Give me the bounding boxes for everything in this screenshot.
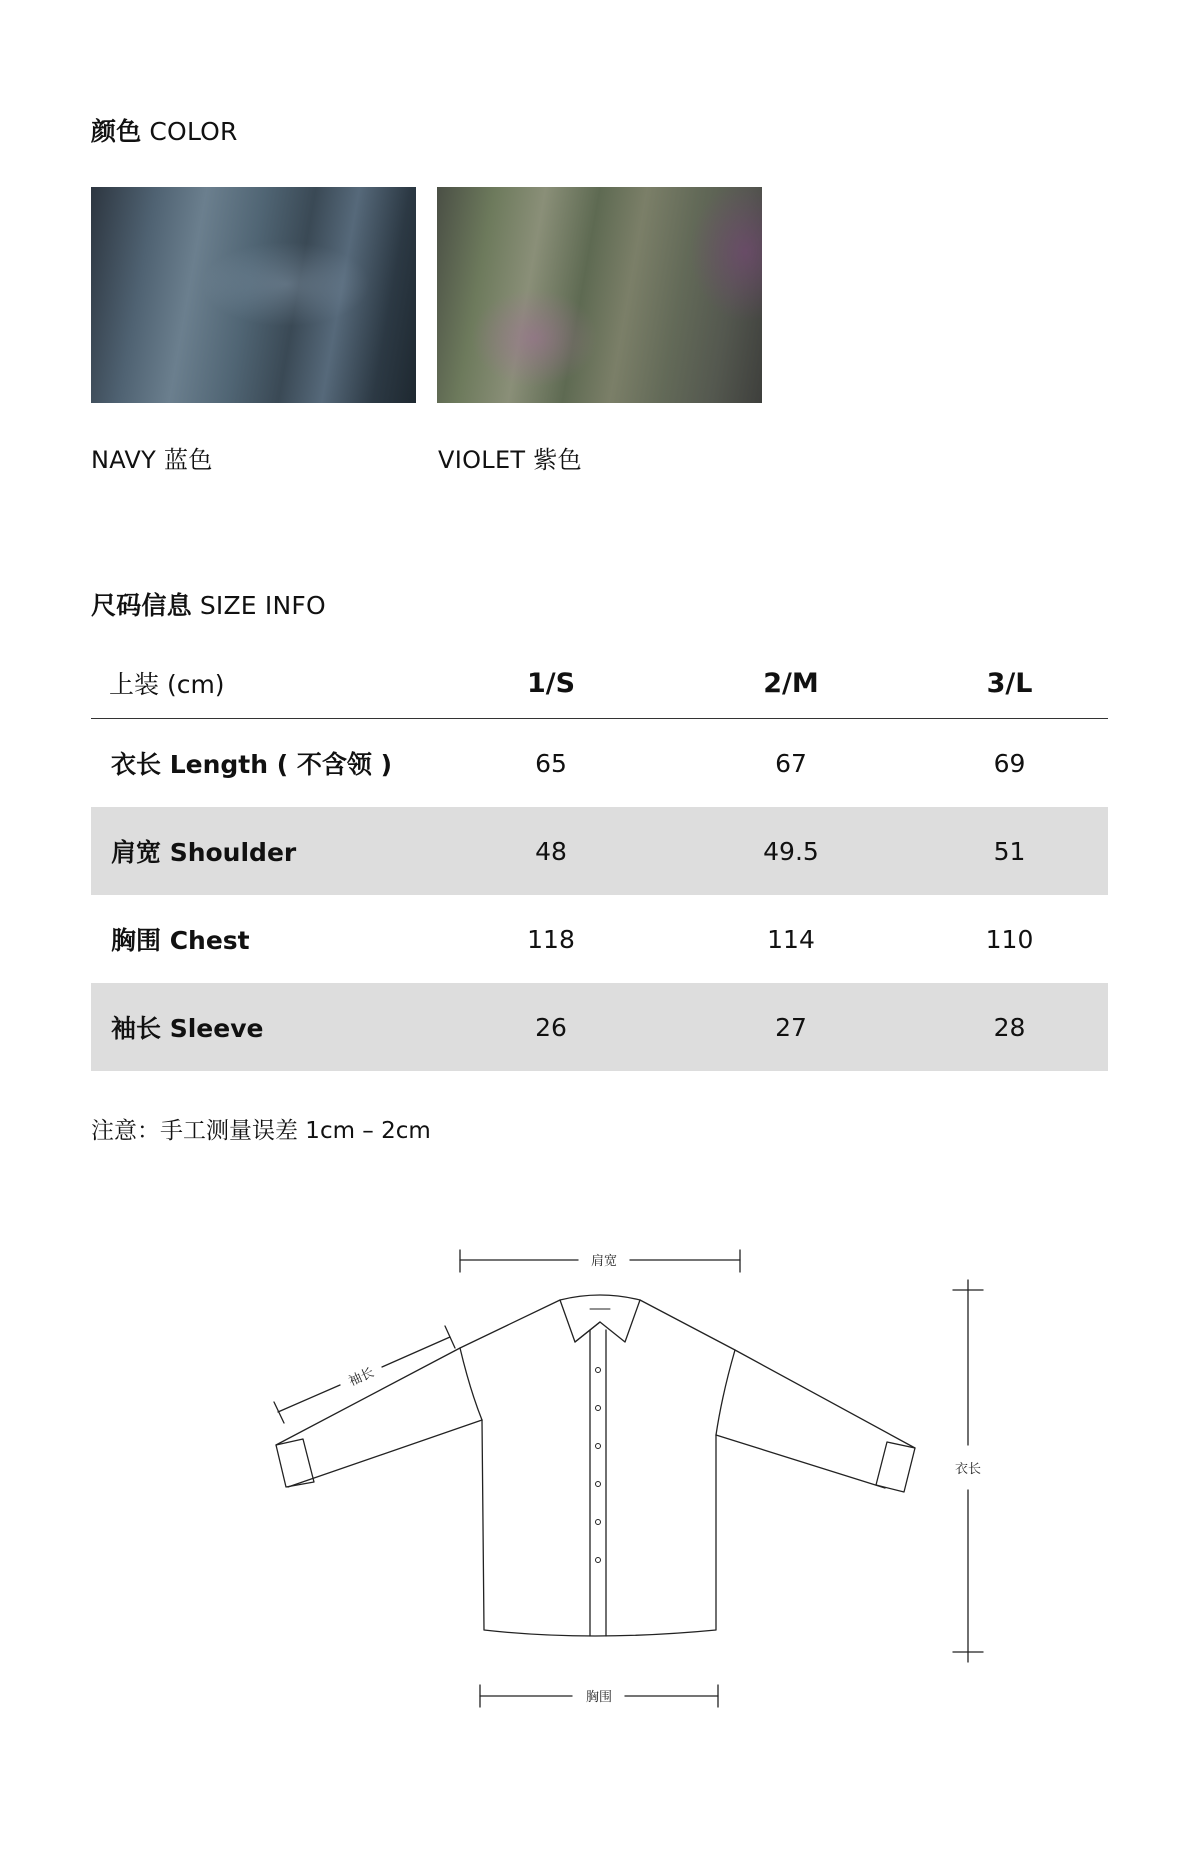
header-label: 上装 (cm) [91, 648, 431, 719]
table-cell: 28 [911, 983, 1108, 1071]
table-cell: 51 [911, 807, 1108, 895]
table-cell: 69 [993, 748, 1026, 778]
row-label: 袖长 Sleeve [91, 983, 431, 1071]
row-label: 衣长 Length ( 不含领 ) [111, 750, 392, 779]
color-title-en: COLOR [149, 117, 238, 146]
button-icon [596, 1482, 601, 1487]
table-row-sleeve [91, 983, 1108, 1071]
shirt-measurement-diagram [0, 1230, 1200, 1730]
table-cell: 26 [431, 983, 671, 1071]
row-label: 肩宽 Shoulder [91, 807, 431, 895]
table-row-length [91, 719, 1108, 808]
length-label: 衣长 [954, 1462, 982, 1477]
sleeve-label: 袖长 [346, 1365, 377, 1390]
color-section-title [91, 112, 238, 148]
shirt-buttons [596, 1368, 601, 1563]
size-header-s: 1/S [431, 648, 671, 719]
shirt-outline [276, 1295, 915, 1636]
table-cell: 114 [767, 924, 815, 954]
shoulder-label: 肩宽 [590, 1254, 618, 1269]
table-cell: 67 [775, 748, 807, 778]
size-section-title [91, 586, 326, 622]
size-header-m: 2/M [671, 648, 911, 719]
row-label: 胸围 Chest [111, 926, 250, 955]
table-cell: 65 [535, 748, 567, 778]
size-title-en: SIZE INFO [199, 591, 326, 620]
table-cell: 48 [431, 807, 671, 895]
button-icon [596, 1520, 601, 1525]
size-header-l: 3/L [911, 648, 1108, 719]
violet-swatch-label: VIOLET 紫色 [438, 446, 582, 474]
size-title-cn: 尺码信息 [91, 591, 192, 620]
table-cell: 49.5 [671, 807, 911, 895]
measurement-note: 注意：手工测量误差 1cm – 2cm [91, 1118, 431, 1144]
table-cell: 118 [527, 924, 575, 954]
table-row-shoulder [91, 807, 1108, 895]
table-row-chest [91, 895, 1108, 983]
button-icon [596, 1444, 601, 1449]
navy-fabric-swatch [91, 187, 416, 403]
chest-label: 胸围 [585, 1690, 613, 1705]
button-icon [596, 1558, 601, 1563]
violet-fabric-swatch [437, 187, 762, 403]
button-icon [596, 1406, 601, 1411]
size-table-header [91, 648, 1108, 719]
navy-swatch-label: NAVY 蓝色 [91, 446, 213, 474]
table-cell: 110 [985, 924, 1034, 954]
size-table [91, 648, 1108, 1071]
button-icon [596, 1368, 601, 1373]
table-cell: 27 [671, 983, 911, 1071]
color-title-cn: 颜色 [91, 117, 142, 146]
